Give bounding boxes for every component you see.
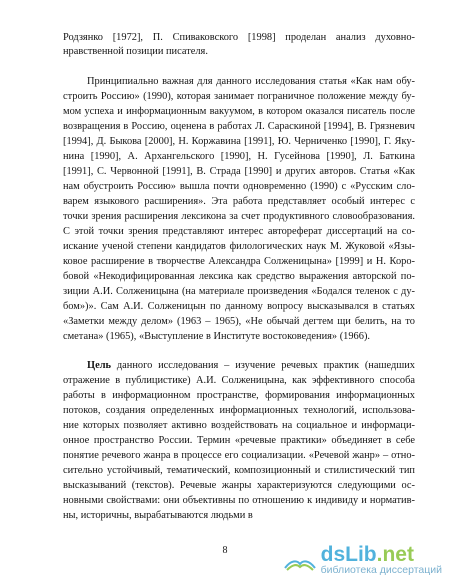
text-line: нина [1990], А. Архангельского [1990], Н. Гусейнова [1990], Л. Баткина: [63, 151, 415, 162]
text-line: ние которых позволяет активно воздействовать на социальное и информаци-: [63, 420, 415, 431]
text-line: точки зрения расширения лексикона за счет продуктивного словообразования.: [63, 211, 415, 222]
text-line: сительно устойчивый, тематический, композиционный и стилистический тип: [63, 465, 415, 476]
text-line: сметана» (1965), «Выступление в Институте востоковедения» (1966).: [63, 331, 371, 342]
goal-word: Цель: [87, 360, 112, 371]
text-line: потоков, создания определенных информационных технологий, использова-: [63, 405, 415, 416]
text-line: [1991], С. Червонной [1991], В. Страда [1990] и других авторов. Статья «Как: [63, 166, 415, 177]
text-line: зиции А.И. Солженицына (на материале произведения «Бодался теленок с ду-: [63, 286, 415, 297]
watermark[interactable]: [283, 545, 442, 576]
text-line: новными свойствами: они объективны по отношению к индивиду и норматив-: [63, 495, 415, 506]
text-line: [1994], Д. Быкова [2000], Н. Коржавина [1991], Ю. Черниченко [1990], Г. Яку-: [63, 136, 415, 147]
page-number: 8: [222, 545, 228, 556]
text-line: работы в информационном пространстве, формирования информационных: [63, 390, 415, 401]
text-line: Родзянко [1972], П. Спиваковского [1998] проделан анализ духовно-: [63, 32, 415, 43]
text-line: отражение в публицистике) А.И. Солженицына, как эффективного способа: [63, 375, 415, 386]
text-line: ны, историчны, вырабатываются людьми в: [63, 510, 253, 521]
text-line: понятие речевого жанра в процессе его социализации. «Речевой жанр» – отно-: [63, 450, 415, 461]
text-line: строить Россию» (1990), которая занимает пограничное положение между бу-: [63, 91, 415, 102]
logo-text-dslib: dsLib: [320, 543, 377, 566]
text-line: «Заметки между делом» (1963 – 1965), «Не обычай дегтем щи белить, на то: [63, 316, 415, 327]
logo-text-net: .net: [376, 543, 414, 566]
text-line: нравственной позиции писателя.: [63, 46, 208, 57]
text-line: бовой «Некодифицированная лексика как средство выражения авторской по-: [63, 271, 415, 282]
text-line: бом»)». Сам А.И. Солженицын по данному вопросу высказывался в статьях: [63, 301, 415, 312]
text-line: нам обустроить Россию» вышла почти одновременно (1990) с «Русским сло-: [63, 181, 415, 192]
text-line-goal: [87, 360, 415, 372]
text-line: возвращения в Россию, оценена в работах Л. Сараскиной [1994], В. Грязневич: [63, 121, 415, 132]
text-line: искание ученой степени кандидатов филологических наук М. Жуковой «Язы-: [63, 241, 415, 252]
watermark-logo: [321, 545, 414, 565]
text-line: мом успеха и информационным вакуумом, в котором оказался писатель после: [63, 106, 415, 117]
text-line: С этой точки зрения представляют интерес автореферат диссертаций на со-: [63, 226, 415, 237]
text-line: Принципиально важная для данного исследования статья «Как нам обу-: [87, 76, 415, 87]
text-line: онное пространство России. Термин «речевые практики» объединяет в себе: [63, 435, 415, 446]
watermark-subtitle: библиотека диссертаций: [320, 564, 442, 576]
goal-line-text: данного исследования – изучение речевых практик (нашедших: [116, 360, 415, 371]
text-line: варем языкового расширения». Эта работа представляет особый интерес с: [63, 196, 415, 207]
text-line: ковое расширение в творчестве Александра Солженицына» [1999] и Н. Коро-: [63, 256, 415, 267]
book-icon: [283, 550, 317, 572]
text-line: высказываний (текстов). Речевые жанры характеризуются следующими ос-: [63, 480, 415, 491]
